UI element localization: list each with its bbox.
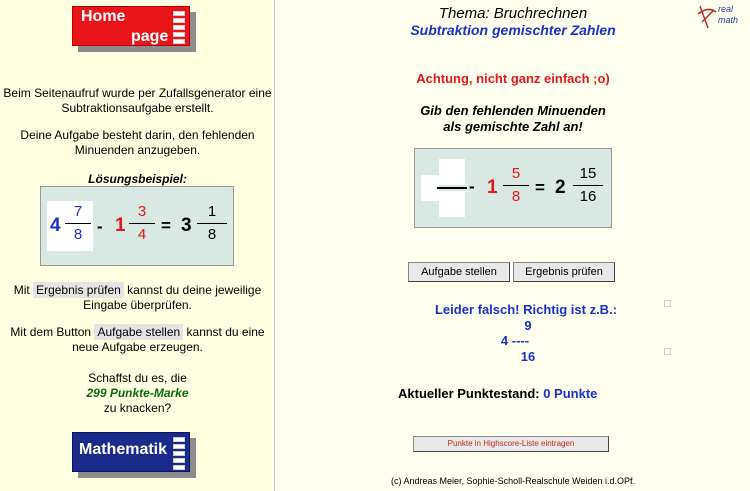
intro-line-1: Beim Seitenaufruf wurde per Zufallsgenerator eine <box>3 86 272 100</box>
problem-box <box>414 148 612 228</box>
problem-b-numerator: 5 <box>511 165 521 182</box>
check-chip: Ergebnis prüfen <box>33 282 124 298</box>
new-chip: Aufgabe stellen <box>94 324 183 340</box>
example-a-whole: 4 <box>50 215 61 236</box>
mathematik-button-face[interactable] <box>72 432 190 472</box>
score-line <box>398 386 597 401</box>
topic-title: Thema: Bruchrechnen <box>438 5 588 22</box>
example-c-denominator: 8 <box>207 226 217 243</box>
challenge-line-3: zu knacken? <box>103 401 172 415</box>
instruction-line-2: als gemischte Zahl an! <box>443 119 583 134</box>
example-b-fraction <box>129 203 155 244</box>
new-prefix: Mit dem Button <box>10 325 92 339</box>
example-c-whole: 3 <box>181 215 192 236</box>
example-a-numerator: 7 <box>73 203 83 220</box>
answer-whole: 4 ---- <box>500 333 530 348</box>
fraction-bar <box>437 187 467 189</box>
check-prefix: Mit <box>13 283 30 297</box>
numerator-input[interactable] <box>439 159 465 185</box>
feedback-text: Leider falsch! Richtig ist z.B.: <box>434 302 618 317</box>
example-a-fraction <box>65 203 91 244</box>
homepage-label-2: page <box>131 28 169 45</box>
check-suffix: kannst du deine jeweilige <box>127 283 262 297</box>
score-label: Aktueller Punktestand: <box>398 386 540 401</box>
example-equals: = <box>161 216 171 235</box>
problem-c-denominator: 16 <box>579 188 597 205</box>
challenge-text <box>0 371 275 416</box>
intro-text <box>0 86 275 116</box>
footer-copyright: (c) Andreas Meier, Sophie-Scholl-Realschule Weiden i.d.OPf. <box>391 476 635 486</box>
example-b-whole: 1 <box>115 215 126 236</box>
problem-b-fraction <box>503 165 529 206</box>
right-panel <box>276 0 750 491</box>
problem-minus: - <box>469 177 475 196</box>
logo-text-2: math <box>718 15 739 25</box>
problem-c-numerator: 15 <box>579 165 597 182</box>
check-line-1 <box>0 283 275 298</box>
check-result-button[interactable]: Ergebnis prüfen <box>513 262 615 282</box>
example-a-denominator: 8 <box>73 226 83 243</box>
challenge-line-1: Schaffst du es, die <box>88 371 187 385</box>
homepage-button-face[interactable] <box>72 6 190 46</box>
problem-b-denominator: 8 <box>511 188 521 205</box>
task-line-2: Minuenden anzugeben. <box>74 143 201 157</box>
new-task-text <box>0 325 275 355</box>
example-b-denominator: 4 <box>137 226 147 243</box>
new-suffix: kannst du eine <box>186 325 265 339</box>
homepage-button[interactable] <box>72 6 196 52</box>
check-text <box>0 283 275 313</box>
answer-denominator: 16 <box>520 349 536 364</box>
homepage-label-1: Home <box>81 8 126 25</box>
intro-line-2: Subtraktionsaufgabe erstellt. <box>61 101 214 115</box>
instruction <box>276 103 750 135</box>
answer-numerator: 9 <box>524 318 532 333</box>
mathematik-button[interactable] <box>72 432 196 478</box>
task-line-1: Deine Aufgabe besteht darin, den fehlenden <box>20 128 255 142</box>
example-minus: - <box>97 217 103 236</box>
example-c-fraction <box>197 203 227 244</box>
logo-text-1: real <box>718 4 734 14</box>
example-box <box>40 186 234 266</box>
problem-c-whole: 2 <box>555 177 566 198</box>
example-b-numerator: 3 <box>137 203 147 220</box>
left-panel <box>0 0 275 491</box>
new-task-button[interactable]: Aufgabe stellen <box>408 262 510 282</box>
task-text <box>0 128 275 158</box>
new-line-1 <box>0 325 275 340</box>
problem-b-whole: 1 <box>487 177 498 198</box>
new-line-2: neue Aufgabe erzeugen. <box>72 340 203 354</box>
stripes-icon <box>173 11 185 46</box>
mathematik-label: Mathematik <box>79 441 168 458</box>
highscore-button[interactable]: Punkte in Highscore-Liste eintragen <box>413 436 609 452</box>
problem-c-fraction <box>573 165 603 206</box>
subtitle: Subtraktion gemischter Zahlen <box>410 22 616 38</box>
instruction-line-1: Gib den fehlenden Minuenden <box>420 103 606 118</box>
problem-equals: = <box>535 178 545 197</box>
challenge-highlight: 299 Punkte-Marke <box>86 386 189 400</box>
example-c-numerator: 1 <box>207 203 217 220</box>
check-line-2: Eingabe überprüfen. <box>83 298 192 312</box>
example-title: Lösungsbeispiel: <box>88 172 187 186</box>
warning-text: Achtung, nicht ganz einfach ;o) <box>416 71 610 86</box>
denominator-input[interactable] <box>439 191 465 217</box>
checkbox-small[interactable] <box>664 300 671 307</box>
score-value: 0 Punkte <box>543 386 598 401</box>
stripes-icon <box>173 437 185 472</box>
